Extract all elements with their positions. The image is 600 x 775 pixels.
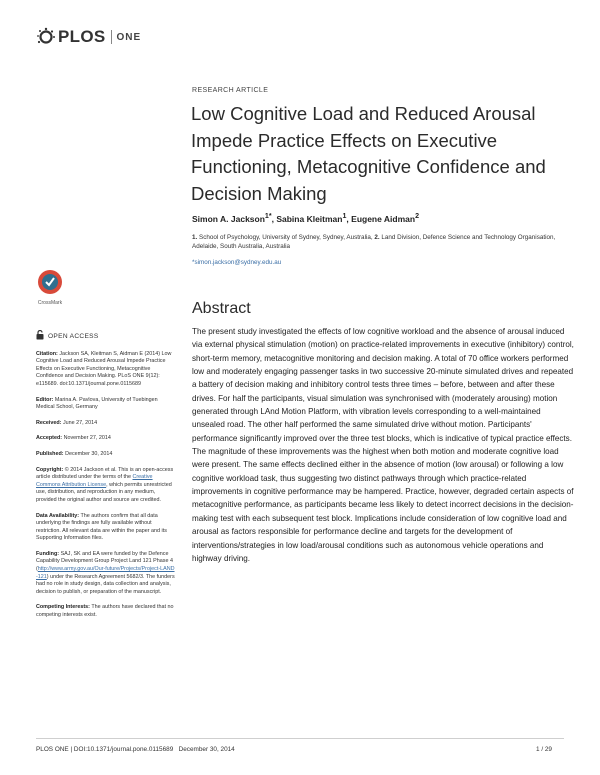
- published-block: [36, 451, 176, 459]
- page-number: 1 / 29: [536, 746, 552, 753]
- author-name[interactable]: Eugene Aidman: [351, 213, 416, 224]
- received-date: June 27, 2014: [62, 419, 98, 426]
- funding-block: [36, 551, 176, 597]
- funding-project-link[interactable]: http://www.army.gov.au/Our-future/Projects/Project-LAND-121: [36, 566, 175, 580]
- accepted-block: [36, 435, 176, 443]
- affiliation-text: School of Psychology, University of Sydney, Sydney, Australia,: [199, 234, 373, 241]
- crossmark-label: CrossMark: [37, 300, 63, 306]
- accepted-label: Accepted:: [36, 435, 63, 442]
- open-access-badge: [36, 330, 176, 344]
- logo-divider: [111, 30, 112, 44]
- editor-label: Editor:: [36, 396, 54, 403]
- affiliations: [192, 233, 577, 252]
- footer-doi[interactable]: DOI:10.1371/journal.pone.0115689: [73, 746, 174, 753]
- affiliation-number: 1.: [192, 234, 198, 241]
- footer-journal: PLOS ONE: [36, 746, 69, 753]
- data-availability-block: [36, 513, 176, 543]
- editor-text: Marina A. Pavlova, University of Tuebingen Medical School, Germany: [36, 396, 158, 411]
- author-affiliation-marker: 1*: [264, 212, 272, 220]
- accepted-date: November 27, 2014: [63, 435, 111, 442]
- article-title: Low Cognitive Load and Reduced Arousal Impede Practice Effects on Executive Functioning, Metacognitive Confidence and Decision Making: [191, 103, 546, 204]
- abstract-heading: Abstract: [192, 300, 251, 317]
- published-date: December 30, 2014: [65, 450, 113, 457]
- author-affiliation-marker: 1: [342, 212, 347, 220]
- author-affiliation-marker: 2: [415, 212, 420, 220]
- competing-interests-text: The authors have declared that no competing interests exist.: [36, 604, 174, 619]
- copyright-label: Copyright:: [36, 466, 64, 473]
- competing-interests-block: [36, 604, 176, 619]
- plos-logo-icon: [36, 27, 56, 47]
- funding-text: SAJ, SK and EA were funded by the Defence Capability Development Group Project Land 121 Phase 4 (: [36, 550, 173, 573]
- open-access-label: OPEN ACCESS: [48, 333, 99, 340]
- editor-block: [36, 397, 176, 412]
- copyright-text-continued: , which permits unrestricted use, distribution, and reproduction in any medium, provided the original author and source are credited.: [36, 481, 172, 503]
- data-availability-label: Data Availability:: [36, 512, 80, 519]
- license-link[interactable]: Creative Commons Attribution License: [36, 474, 153, 488]
- received-label: Received:: [36, 419, 62, 426]
- affiliation-number: 2.: [374, 234, 380, 241]
- footer-citation: PLOS ONE | DOI:10.1371/journal.pone.0115689 December 30, 2014: [36, 746, 235, 753]
- abstract-text: The present study investigated the effects of low cognitive workload and the absence of arousal induced via external physical stimulation (motion) on practice-related improvements in executive (inhibitory) control, short-term memory, metacognitive monitoring and decision making. A total of 70 office workers performed low and moderately engaging passenger tasks in two successive 20-minute simulated drives and repeated a battery of decision making and inhibitory control tests three times – before, between and after these drives. For half the participants, visual simulation was synchronised with (moderately arousing) motion generated through LAnd Motion Platform, with vibration levels corresponding to a well-maintained unsealed road. The other half performed the same simulated drive without motion. Participants' performance significantly improved over the three test blocks, which is indicative of typical practice effects. The magnitude of these improvements was the highest when both motion and moderate cognitive load were present. The same effects declined either in the absence of motion (low arousal) or following a low cognitive workload task, thus suggesting two distinct pathways through which practice-related improvements in cognitive performance may be hampered. Practice, however, degraded certain aspects of metacognitive performance, as participants became less likely to detect incorrect decisions in the decision-making test with each subsequent test block. Implications include consideration of low cognitive load and arousal as factors responsible for performance decline and targets for the development of interventions/strategies in low load/arousal conditions such as autonomous vehicle operations and highway driving.: [192, 327, 574, 563]
- copyright-block: [36, 467, 176, 505]
- article-info-sidebar: [36, 330, 176, 628]
- open-lock-icon: [36, 330, 44, 344]
- author-name[interactable]: Sabina Kleitman: [276, 213, 343, 224]
- citation-block: [36, 351, 176, 389]
- article-type: RESEARCH ARTICLE: [192, 87, 269, 94]
- footer-date: December 30, 2014: [178, 746, 235, 753]
- citation-label: Citation:: [36, 350, 58, 357]
- competing-interests-label: Competing Interests:: [36, 604, 90, 611]
- author-list: Simon A. Jackson$^{1*}$, Sabina Kleitman$^1$, Eugene Aidman$^2$: [192, 212, 420, 224]
- author-name[interactable]: Simon A. Jackson: [192, 213, 265, 224]
- corresponding-email-link[interactable]: *simon.jackson@sydney.edu.au: [192, 259, 282, 266]
- affiliation-text: Land Division, Defence Science and Technology Organisation, Adelaide, South Australia, Australia: [192, 234, 556, 251]
- copyright-text: © 2014 Jackson et al. This is an open-access article distributed under the terms of the: [36, 466, 174, 481]
- plos-one-logo: [36, 27, 141, 47]
- received-block: [36, 420, 176, 428]
- funding-text-continued: ) under the Research Agreement 5682/3. The funders had no role in study design, data collection and analysis, decision to publish, or preparation of the manuscript.: [36, 573, 175, 595]
- footer-divider: [36, 738, 564, 739]
- crossmark-badge[interactable]: [36, 268, 64, 316]
- published-label: Published:: [36, 450, 64, 457]
- data-availability-text: The authors confirm that all data underlying the findings are fully available without restriction. All relevant data are within the paper and its Supporting Information files.: [36, 512, 167, 542]
- citation-text: Jackson SA, Kleitman S, Aidman E (2014) Low Cognitive Load and Reduced Arousal Impede Practice Effects on Executive Functioning, Metacognitive Confidence and Decision Making. PLoS ONE 9(12): e115689. doi:10.1371/journal.pone.0115689: [36, 350, 172, 387]
- funding-label: Funding:: [36, 550, 60, 557]
- logo-subtext: ONE: [116, 31, 142, 43]
- logo-text: PLOS: [58, 27, 106, 46]
